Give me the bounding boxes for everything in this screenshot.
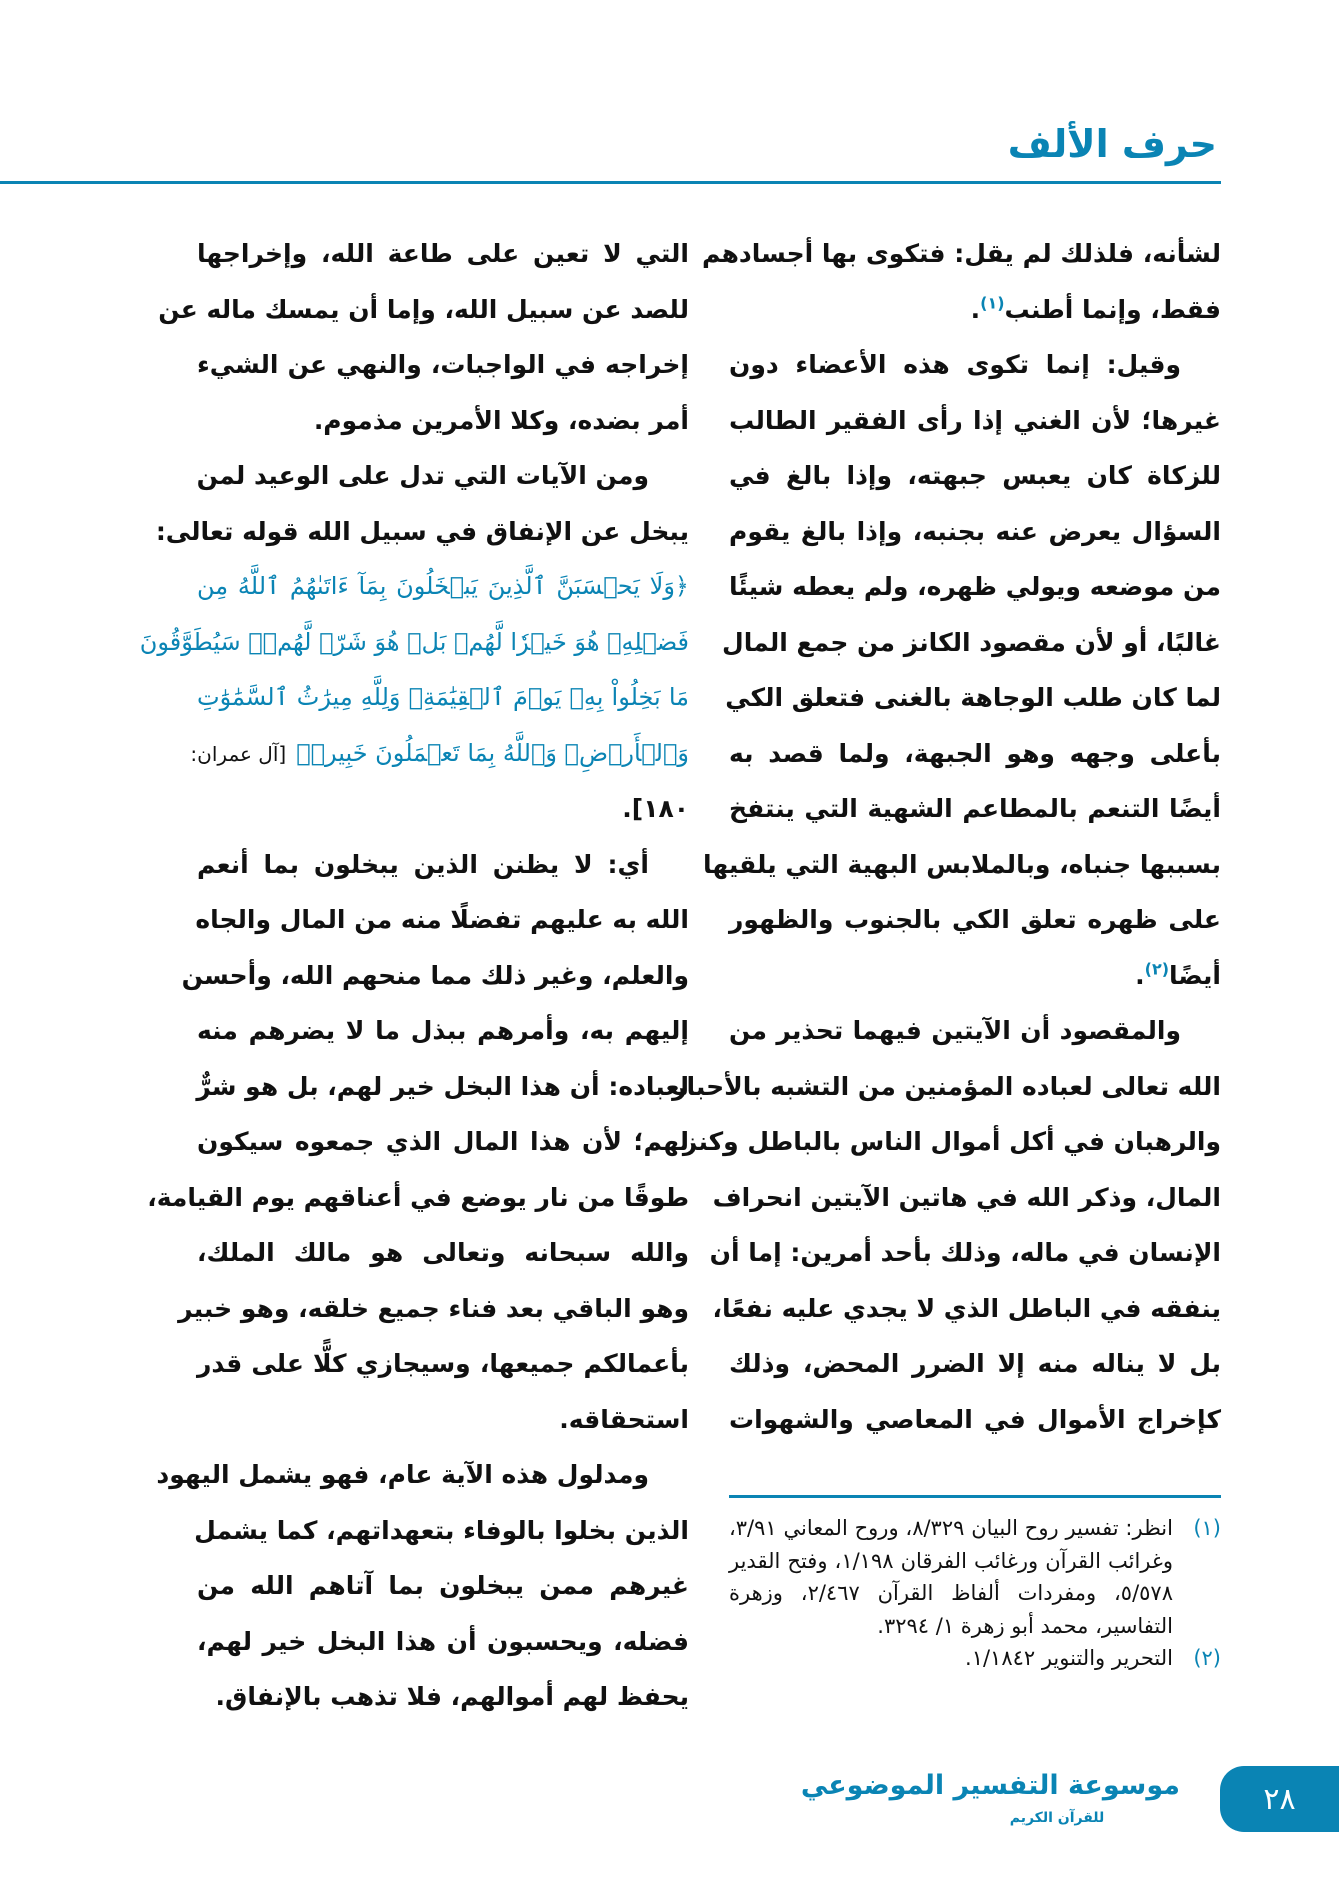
text-line: الإنسان في ماله، وذلك بأحد أمرين: إما أن (709, 1238, 1221, 1267)
footnotes (729, 1512, 1221, 1675)
text-line: من موضعه ويولي ظهره، ولم يعطه شيئًا (729, 572, 1221, 601)
verse-citation: [آل عمران: (190, 741, 287, 766)
text-line: السؤال يعرض عنه بجنبه، وإذا بالغ يقوم (729, 516, 1221, 546)
footnote-divider (729, 1495, 1221, 1498)
header-divider (0, 181, 1221, 184)
text-line: أي: لا يظنن الذين يبخلون بما أنعم (197, 849, 649, 879)
quran-verse-line (190, 726, 689, 782)
text-line: يبخل عن الإنفاق في سبيل الله قوله تعالى: (155, 516, 689, 546)
line-tail: . (970, 294, 981, 324)
text-line: وقيل: إنما تكوى هذه الأعضاء دون (729, 350, 1181, 379)
text-line: ومدلول هذه الآية عام، فهو يشمل اليهود (156, 1460, 649, 1489)
page-number: ٢٨ (1263, 1781, 1296, 1817)
text-line: لما كان طلب الوجاهة بالغنى فتعلق الكي (725, 683, 1221, 712)
footnote-number: (١) (1193, 1516, 1221, 1540)
footnote-text: انظر: تفسير روح البيان ٨/٣٢٩، وروح المعاني ٣/٩١، وغرائب القرآن ورغائب الفرقان ١/١٩٨، وفتح القدير ٥/٥٧٨، ومفردات ألفاظ القرآن ٢/٤٦٧، وزهرة التفاسير، محمد أبو زهرة ١/ ٣٢٩٤. (729, 1516, 1173, 1638)
text-line: كإخراج الأموال في المعاصي والشهوات (729, 1404, 1221, 1434)
line-text: أيضًا (1169, 960, 1221, 990)
text-line: طوقًا من نار يوضع في أعناقهم يوم القيامة، (147, 1182, 689, 1212)
verse-text: وَٱلۡأَرۡضِۗ وَٱللَّهُ بِمَا تَعۡمَلُونَ خَبِيرٞ﴾ (296, 738, 689, 767)
text-line: للزكاة كان يعبس جبهته، وإذا بالغ في (729, 461, 1221, 490)
text-line: لعباده: أن هذا البخل خير لهم، بل هو شرٌّ (196, 1071, 689, 1101)
text-line (729, 282, 1221, 338)
text-line: أيضًا التنعم بالمطاعم الشهية التي ينتفخ (729, 794, 1221, 823)
text-line: الله تعالى لعباده المؤمنين من التشبه بالأحبار (672, 1071, 1221, 1101)
logo-subtitle: للقرآن الكريم (1009, 1810, 1105, 1826)
section-title: حرف الألف (1007, 122, 1217, 166)
text-line: لهم؛ لأن هذا المال الذي جمعوه سيكون (197, 1127, 689, 1156)
footnote-text: التحرير والتنوير ١/١٨٤٢. (965, 1646, 1173, 1670)
text-line: فضله، ويحسبون أن هذا البخل خير لهم، (197, 1626, 689, 1656)
text-line: ١٨٠]. (622, 794, 689, 823)
page-number-badge (1220, 1766, 1339, 1832)
text-line: بل لا يناله منه إلا الضرر المحض، وذلك (729, 1349, 1221, 1378)
left-text-column (139, 226, 689, 1725)
text-line: والعلم، وغير ذلك مما منحهم الله، وأحسن (181, 960, 689, 990)
text-line: الذين بخلوا بالوفاء بتعهداتهم، كما يشمل (194, 1515, 689, 1545)
footnote (729, 1512, 1221, 1642)
text-line: بأعمالكم جميعها، وسيجازي كلًّا على قدر (197, 1349, 689, 1378)
text-line: المال، وذكر الله في هاتين الآيتين انحراف (712, 1182, 1221, 1212)
right-text-column (672, 226, 1221, 1447)
text-line: إخراجه في الواجبات، والنهي عن الشيء (197, 350, 689, 379)
line-tail: . (1135, 960, 1145, 990)
text-line: لشأنه، فلذلك لم يقل: فتكوى بها أجسادهم (701, 239, 1221, 268)
text-line: غيرها؛ لأن الغني إذا رأى الفقير الطالب (729, 405, 1221, 435)
quran-verse-line (139, 615, 689, 671)
verse-text: فَضۡلِهِۦ هُوَ خَيۡرٗا لَّهُمۖ بَلۡ هُوَ شَرّٞ لَّهُمۡۖ سَيُطَوَّقُونَ (139, 627, 689, 656)
text-line: للصد عن سبيل الله، وإما أن يمسك ماله عن (158, 294, 689, 324)
footnote (729, 1642, 1221, 1675)
footnote-marker[interactable]: (١) (980, 293, 1005, 313)
text-line: وهو الباقي بعد فناء جميع خلقه، وهو خبير (178, 1293, 689, 1323)
text-line: يحفظ لهم أموالهم، فلا تذهب بالإنفاق. (215, 1682, 689, 1711)
quran-verse-line (197, 559, 689, 615)
footnote-number: (٢) (1193, 1646, 1221, 1670)
text-line: التي لا تعين على طاعة الله، وإخراجها (197, 239, 689, 268)
text-line: بسببها جنباه، وبالملابس البهية التي يلقيها (702, 849, 1221, 879)
text-line: والمقصود أن الآيتين فيهما تحذير من (729, 1016, 1181, 1045)
verse-text: ﴿وَلَا يَحۡسَبَنَّ ٱلَّذِينَ يَبۡخَلُونَ بِمَآ ءَاتَىٰهُمُ ٱللَّهُ مِن (197, 572, 689, 600)
encyclopedia-logo (800, 1764, 1180, 1844)
text-line: ينفقه في الباطل الذي لا يجدي عليه نفعًا، (712, 1293, 1221, 1323)
text-line: غيرهم ممن يبخلون بما آتاهم الله من (197, 1571, 689, 1600)
text-line: استحقاقه. (559, 1404, 689, 1434)
logo-title: موسوعة التفسير الموضوعي (800, 1770, 1180, 1801)
text-line: إليهم به، وأمرهم ببذل ما لا يضرهم منه (197, 1016, 689, 1045)
verse-text: مَا بَخِلُواْ بِهِۦ يَوۡمَ ٱلۡقِيَٰمَةِۗ وَلِلَّهِ مِيرَٰثُ ٱلسَّمَٰوَٰتِ (197, 683, 689, 711)
text-line: غالبًا، أو لأن مقصود الكانز من جمع المال (722, 627, 1221, 657)
line-text: فقط، وإنما أطنب (1004, 294, 1221, 324)
text-line: أمر بضده، وكلا الأمرين مذموم. (313, 405, 689, 435)
quran-verse-line (197, 670, 689, 726)
footnote-marker[interactable]: (٢) (1144, 959, 1170, 979)
text-line: والرهبان في أكل أموال الناس بالباطل وكنز (682, 1127, 1221, 1156)
text-line: بأعلى وجهه وهو الجبهة، ولما قصد به (729, 738, 1221, 768)
text-line: والله سبحانه وتعالى هو مالك الملك، (197, 1238, 689, 1267)
text-line: ومن الآيات التي تدل على الوعيد لمن (196, 461, 649, 490)
text-line: الله به عليهم تفضلًا منه من المال والجاه (195, 905, 689, 934)
text-line: على ظهره تعلق الكي بالجنوب والظهور (729, 905, 1221, 934)
text-line (729, 948, 1221, 1004)
